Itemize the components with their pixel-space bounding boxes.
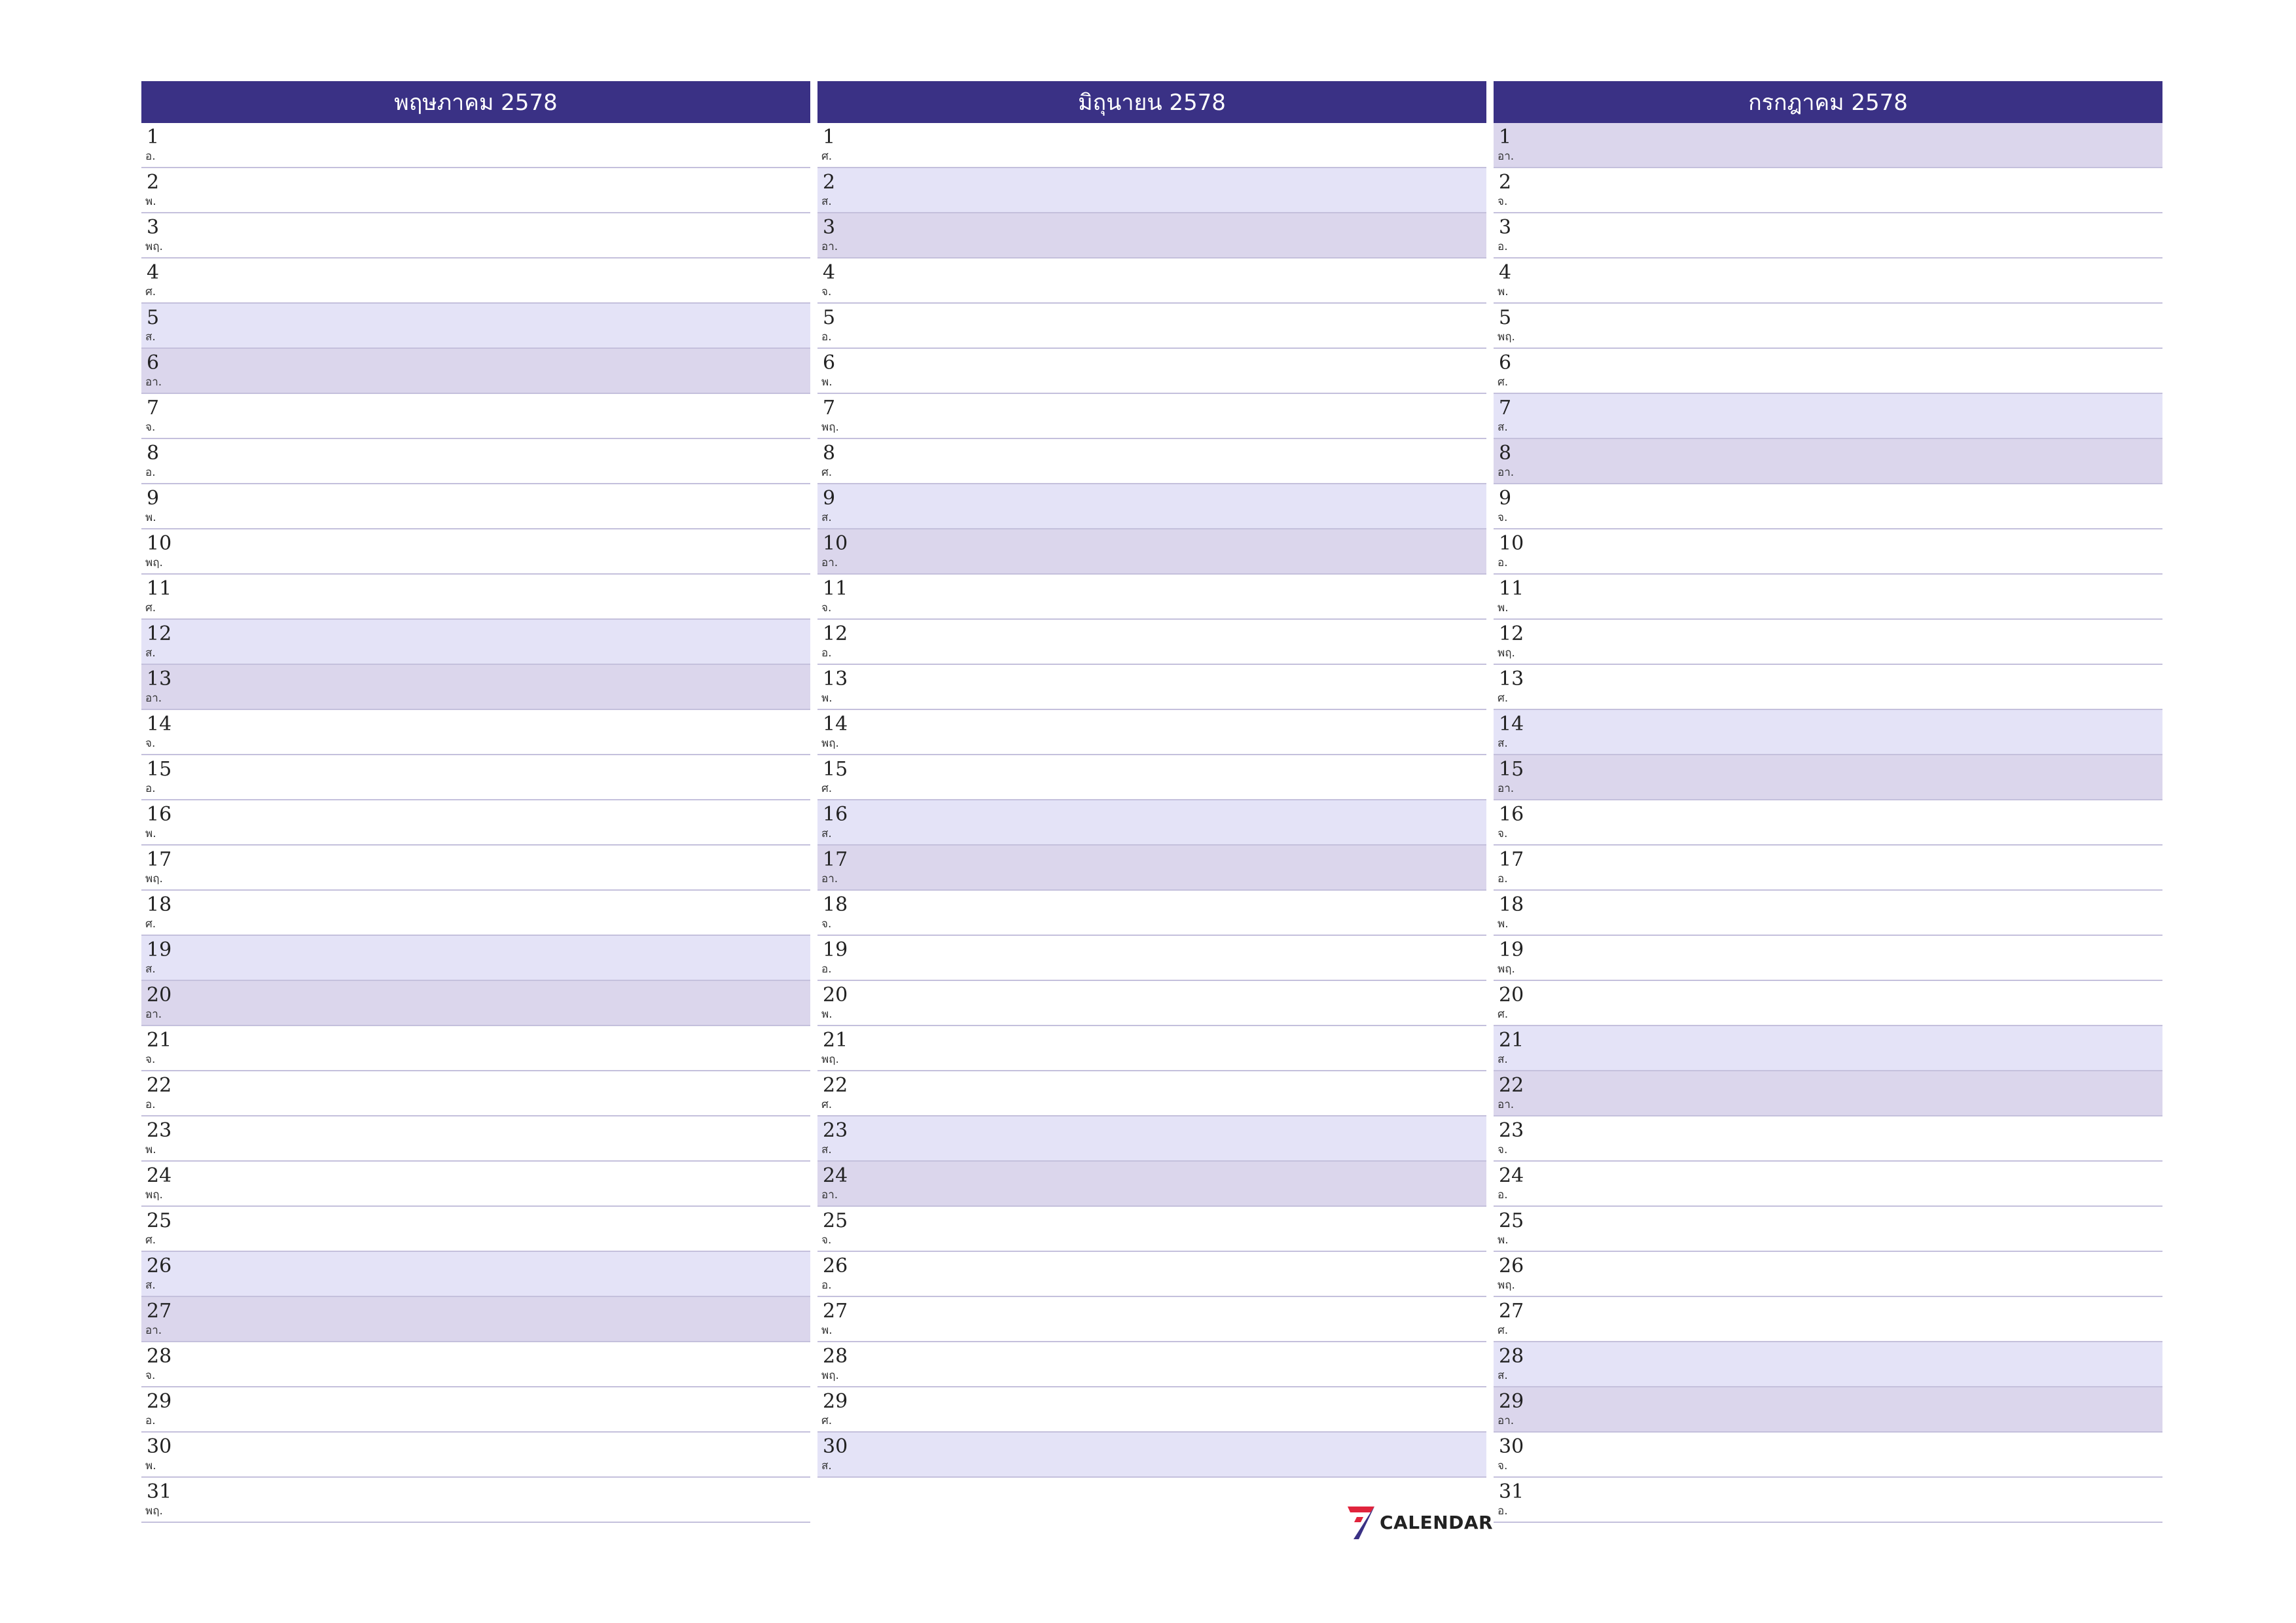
day-number: 30 [147,1435,172,1458]
day-number: 26 [1499,1255,1524,1277]
weekday-abbrev: อ. [821,330,832,344]
day-number: 15 [147,758,172,781]
day-number: 30 [1499,1435,1524,1458]
day-number: 22 [1499,1074,1524,1097]
weekday-abbrev: ศ. [145,918,156,931]
day-row[interactable] [1494,484,2162,529]
logo-text: CALENDAR [1380,1511,1494,1533]
day-row[interactable] [141,259,810,304]
weekday-abbrev: ศ. [145,1234,156,1247]
day-row[interactable] [1494,846,2162,891]
weekday-abbrev: ศ. [145,601,156,615]
weekday-abbrev: อา. [145,376,162,389]
weekday-abbrev: อ. [1498,240,1508,253]
day-row[interactable] [817,123,1486,168]
day-row[interactable] [141,936,810,981]
day-number: 3 [823,216,836,239]
weekday-abbrev: ส. [821,1143,832,1156]
day-number: 13 [1499,668,1524,690]
day-row[interactable] [817,620,1486,665]
day-number: 8 [1499,442,1512,465]
day-row[interactable] [817,259,1486,304]
weekday-abbrev: พ. [145,827,156,840]
weekday-abbrev: พฤ. [145,240,163,253]
weekday-abbrev: ส. [145,963,156,976]
month-title: มิถุนายน 2578 [817,81,1486,123]
day-number: 16 [1499,803,1524,826]
weekday-abbrev: อ. [821,1279,832,1292]
weekday-abbrev: จ. [1498,827,1508,840]
day-number: 18 [147,893,172,916]
weekday-abbrev: อ. [1498,872,1508,885]
weekday-abbrev: ศ. [821,150,833,163]
day-row[interactable] [141,1252,810,1297]
day-number: 18 [823,893,848,916]
day-number: 7 [1499,397,1512,419]
weekday-abbrev: พฤ. [145,1188,163,1202]
day-number: 5 [1499,306,1512,329]
day-number: 21 [1499,1029,1524,1052]
day-row[interactable] [817,846,1486,891]
weekday-abbrev: ศ. [821,1414,833,1427]
day-row[interactable] [141,1116,810,1162]
weekday-abbrev: พ. [1498,918,1509,931]
weekday-abbrev: ส. [145,1279,156,1292]
day-row[interactable] [817,213,1486,259]
day-number: 19 [147,938,172,961]
day-number: 23 [147,1119,172,1142]
day-row[interactable] [817,394,1486,439]
day-number: 1 [147,126,160,149]
day-number: 4 [147,261,160,284]
day-row[interactable] [141,529,810,575]
day-row[interactable] [817,1116,1486,1162]
day-row[interactable] [817,1433,1486,1478]
day-row[interactable] [1494,1162,2162,1207]
day-row[interactable] [141,981,810,1026]
day-row[interactable] [141,800,810,846]
weekday-abbrev: พ. [145,195,156,208]
weekday-abbrev: ศ. [1498,692,1509,705]
day-row[interactable] [1494,1026,2162,1071]
day-number: 20 [823,984,848,1007]
weekday-abbrev: จ. [145,421,156,434]
weekday-abbrev: จ. [145,737,156,750]
day-row[interactable] [817,304,1486,349]
weekday-abbrev: ส. [145,330,156,344]
weekday-abbrev: พ. [821,376,833,389]
day-number: 9 [147,487,160,510]
weekday-abbrev: ส. [821,511,832,524]
weekday-abbrev: อ. [821,963,832,976]
day-number: 8 [147,442,160,465]
day-number: 27 [1499,1300,1524,1323]
day-number: 21 [147,1029,172,1052]
day-number: 24 [1499,1164,1524,1187]
day-row[interactable] [1494,529,2162,575]
day-row[interactable] [817,1252,1486,1297]
day-number: 25 [823,1209,848,1232]
weekday-abbrev: อ. [145,1098,156,1111]
day-row[interactable] [1494,259,2162,304]
weekday-abbrev: พ. [1498,601,1509,615]
weekday-abbrev: อา. [821,872,838,885]
weekday-abbrev: พฤ. [1498,330,1515,344]
weekday-abbrev: ศ. [821,782,833,795]
day-row[interactable] [1494,800,2162,846]
weekday-abbrev: พ. [145,1459,156,1472]
day-number: 20 [1499,984,1524,1007]
day-number: 29 [147,1390,172,1413]
day-number: 16 [823,803,848,826]
weekday-abbrev: พ. [821,692,833,705]
day-row[interactable] [141,349,810,394]
weekday-abbrev: พฤ. [145,872,163,885]
weekday-abbrev: ศ. [1498,1008,1509,1021]
weekday-abbrev: ส. [1498,421,1508,434]
day-number: 3 [1499,216,1512,239]
day-row[interactable] [141,484,810,529]
day-row[interactable] [817,1387,1486,1433]
weekday-abbrev: จ. [821,285,832,298]
weekday-abbrev: ศ. [821,466,833,479]
weekday-abbrev: พ. [1498,285,1509,298]
day-number: 24 [823,1164,848,1187]
day-row[interactable] [1494,1071,2162,1116]
day-row[interactable] [141,1433,810,1478]
day-number: 14 [147,713,172,736]
day-row[interactable] [141,710,810,755]
day-number: 23 [823,1119,848,1142]
day-row[interactable] [1494,755,2162,800]
day-row[interactable] [1494,439,2162,484]
weekday-abbrev: พ. [145,1143,156,1156]
day-number: 6 [147,351,160,374]
weekday-abbrev: อา. [821,240,838,253]
day-row[interactable] [1494,1387,2162,1433]
weekday-abbrev: อา. [1498,1098,1515,1111]
weekday-abbrev: อ. [145,1414,156,1427]
weekday-abbrev: พฤ. [821,737,839,750]
weekday-abbrev: อา. [821,1188,838,1202]
seven-calendar-logo [1346,1503,1493,1542]
day-row[interactable] [141,1162,810,1207]
day-row[interactable] [1494,349,2162,394]
day-row[interactable] [141,1387,810,1433]
day-number: 9 [823,487,836,510]
day-number: 26 [823,1255,848,1277]
day-number: 17 [147,848,172,871]
weekday-abbrev: ส. [821,195,832,208]
day-number: 29 [1499,1390,1524,1413]
day-row[interactable] [817,575,1486,620]
weekday-abbrev: พ. [1498,1234,1509,1247]
day-number: 13 [147,668,172,690]
day-number: 21 [823,1029,848,1052]
day-number: 31 [147,1480,172,1503]
day-number: 15 [1499,758,1524,781]
day-number: 29 [823,1390,848,1413]
day-number: 10 [1499,532,1524,555]
day-number: 10 [823,532,848,555]
day-row[interactable] [1494,394,2162,439]
day-number: 17 [823,848,848,871]
day-number: 4 [1499,261,1512,284]
day-row[interactable] [1494,1342,2162,1387]
weekday-abbrev: พฤ. [821,1369,839,1382]
weekday-abbrev: จ. [1498,1143,1508,1156]
day-number: 13 [823,668,848,690]
day-row[interactable] [1494,1116,2162,1162]
day-row[interactable] [817,484,1486,529]
day-row[interactable] [141,891,810,936]
day-number: 9 [1499,487,1512,510]
day-number: 27 [823,1300,848,1323]
day-row[interactable] [817,665,1486,710]
day-number: 2 [147,171,160,194]
weekday-abbrev: จ. [821,601,832,615]
day-number: 27 [147,1300,172,1323]
weekday-abbrev: อ. [1498,1505,1508,1518]
day-number: 12 [147,622,172,645]
weekday-abbrev: พฤ. [1498,963,1515,976]
day-number: 5 [147,306,160,329]
day-row[interactable] [1494,981,2162,1026]
day-number: 11 [1499,577,1524,600]
day-number: 26 [147,1255,172,1277]
day-number: 6 [823,351,836,374]
weekday-abbrev: พฤ. [145,556,163,569]
day-row[interactable] [817,936,1486,981]
weekday-abbrev: พ. [821,1008,833,1021]
day-row[interactable] [1494,1207,2162,1252]
day-row[interactable] [141,665,810,710]
day-row[interactable] [141,1207,810,1252]
weekday-abbrev: อา. [145,1324,162,1337]
day-row[interactable] [141,1342,810,1387]
day-row[interactable] [817,349,1486,394]
day-number: 1 [823,126,836,149]
day-row[interactable] [141,1297,810,1342]
weekday-abbrev: อา. [1498,466,1515,479]
weekday-abbrev: ส. [1498,1053,1508,1066]
weekday-abbrev: อ. [145,466,156,479]
day-row[interactable] [1494,891,2162,936]
day-number: 25 [1499,1209,1524,1232]
month-column [141,81,810,1523]
day-row[interactable] [1494,620,2162,665]
weekday-abbrev: อา. [1498,1414,1515,1427]
day-row[interactable] [817,1026,1486,1071]
day-row[interactable] [817,439,1486,484]
month-column [817,81,1486,1478]
month-column [1494,81,2162,1523]
day-row[interactable] [817,891,1486,936]
day-row[interactable] [141,1478,810,1523]
day-number: 5 [823,306,836,329]
weekday-abbrev: ส. [821,1459,832,1472]
day-number: 16 [147,803,172,826]
day-row[interactable] [1494,213,2162,259]
day-number: 12 [823,622,848,645]
weekday-abbrev: อ. [1498,1188,1508,1202]
day-number: 1 [1499,126,1512,149]
day-row[interactable] [141,304,810,349]
day-number: 28 [147,1345,172,1368]
day-number: 10 [147,532,172,555]
weekday-abbrev: พ. [821,1324,833,1337]
day-row[interactable] [817,981,1486,1026]
weekday-abbrev: อา. [1498,782,1515,795]
weekday-abbrev: อา. [145,692,162,705]
day-number: 8 [823,442,836,465]
day-number: 11 [147,577,172,600]
day-number: 28 [1499,1345,1524,1368]
day-number: 7 [823,397,836,419]
day-number: 28 [823,1345,848,1368]
weekday-abbrev: พฤ. [1498,1279,1515,1292]
day-number: 25 [147,1209,172,1232]
day-row[interactable] [817,1297,1486,1342]
day-row[interactable] [817,1342,1486,1387]
weekday-abbrev: อ. [145,782,156,795]
day-row[interactable] [1494,936,2162,981]
weekday-abbrev: จ. [1498,511,1508,524]
day-row[interactable] [141,439,810,484]
day-number: 19 [823,938,848,961]
weekday-abbrev: จ. [1498,1459,1508,1472]
day-row[interactable] [817,529,1486,575]
day-row[interactable] [1494,710,2162,755]
day-number: 7 [147,397,160,419]
day-number: 15 [823,758,848,781]
day-row[interactable] [141,846,810,891]
weekday-abbrev: อา. [821,556,838,569]
weekday-abbrev: ศ. [145,285,156,298]
seven-logo-mark-icon [1346,1504,1376,1541]
day-number: 30 [823,1435,848,1458]
weekday-abbrev: อ. [145,150,156,163]
weekday-abbrev: อ. [1498,556,1508,569]
day-number: 6 [1499,351,1512,374]
day-number: 22 [823,1074,848,1097]
weekday-abbrev: จ. [145,1053,156,1066]
weekday-abbrev: ศ. [1498,376,1509,389]
day-number: 20 [147,984,172,1007]
day-number: 18 [1499,893,1524,916]
day-number: 12 [1499,622,1524,645]
day-row[interactable] [817,1071,1486,1116]
day-row[interactable] [817,168,1486,213]
day-row[interactable] [817,1162,1486,1207]
day-row[interactable] [817,710,1486,755]
day-number: 2 [1499,171,1512,194]
day-row[interactable] [141,123,810,168]
day-row[interactable] [1494,1297,2162,1342]
month-title: พฤษภาคม 2578 [141,81,810,123]
weekday-abbrev: พฤ. [145,1505,163,1518]
weekday-abbrev: ส. [1498,737,1508,750]
weekday-abbrev: จ. [821,918,832,931]
day-row[interactable] [1494,1433,2162,1478]
weekday-abbrev: ศ. [1498,1324,1509,1337]
day-row[interactable] [1494,665,2162,710]
day-number: 11 [823,577,848,600]
day-row[interactable] [141,1071,810,1116]
day-number: 24 [147,1164,172,1187]
day-row[interactable] [141,168,810,213]
weekday-abbrev: อา. [1498,150,1515,163]
weekday-abbrev: อา. [145,1008,162,1021]
day-row[interactable] [141,394,810,439]
weekday-abbrev: จ. [821,1234,832,1247]
day-number: 22 [147,1074,172,1097]
weekday-abbrev: พ. [145,511,156,524]
day-number: 3 [147,216,160,239]
day-row[interactable] [1494,1478,2162,1523]
day-row[interactable] [817,800,1486,846]
day-row[interactable] [141,620,810,665]
weekday-abbrev: จ. [1498,195,1508,208]
day-number: 14 [1499,713,1524,736]
day-row[interactable] [1494,168,2162,213]
weekday-abbrev: ส. [145,647,156,660]
day-row[interactable] [817,755,1486,800]
day-row[interactable] [1494,123,2162,168]
day-number: 19 [1499,938,1524,961]
day-row[interactable] [141,213,810,259]
day-row[interactable] [1494,304,2162,349]
day-row[interactable] [1494,575,2162,620]
weekday-abbrev: อ. [821,647,832,660]
day-row[interactable] [141,1026,810,1071]
weekday-abbrev: พฤ. [821,1053,839,1066]
weekday-abbrev: ส. [1498,1369,1508,1382]
day-number: 31 [1499,1480,1524,1503]
day-number: 17 [1499,848,1524,871]
day-row[interactable] [1494,1252,2162,1297]
day-row[interactable] [141,755,810,800]
weekday-abbrev: พฤ. [1498,647,1515,660]
day-number: 4 [823,261,836,284]
day-row[interactable] [141,575,810,620]
weekday-abbrev: ส. [821,827,832,840]
weekday-abbrev: ศ. [821,1098,833,1111]
day-number: 23 [1499,1119,1524,1142]
day-number: 2 [823,171,836,194]
month-title: กรกฎาคม 2578 [1494,81,2162,123]
day-row[interactable] [817,1207,1486,1252]
weekday-abbrev: พฤ. [821,421,839,434]
weekday-abbrev: จ. [145,1369,156,1382]
day-number: 14 [823,713,848,736]
